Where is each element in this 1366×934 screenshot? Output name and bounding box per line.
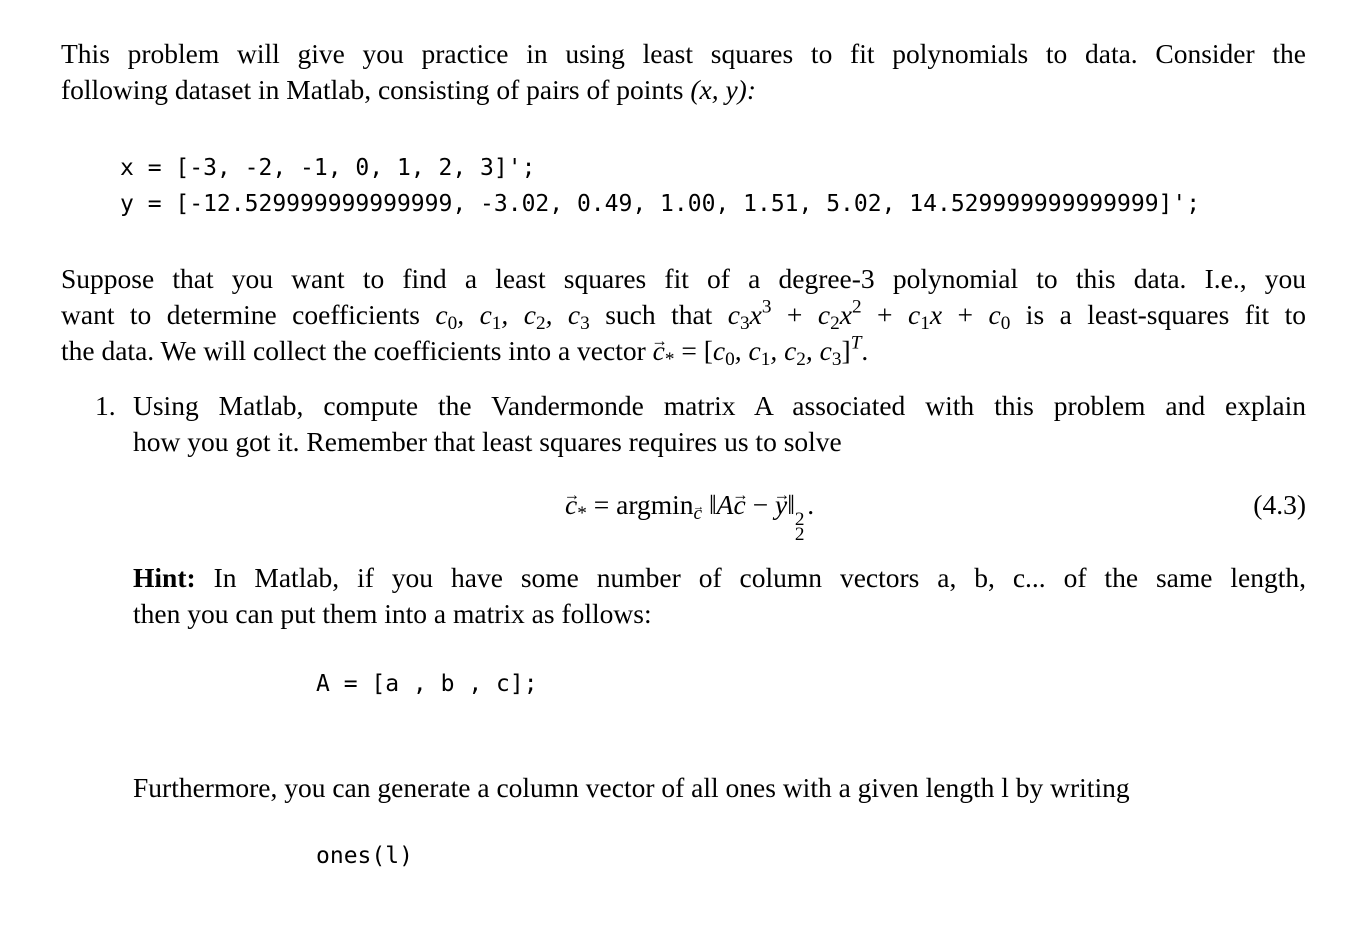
hint-line-2: then you can put them into a matrix as follows:	[133, 598, 652, 629]
suppose-line-3	[61, 333, 1306, 369]
argmin-label: argmin	[616, 489, 694, 520]
furthermore-line: Furthermore, you can generate a column vector of all ones with a given length l by writing	[133, 772, 1130, 803]
suppose-line-2b: such that	[589, 299, 728, 330]
suppose-line-1: Suppose that you want to find a least squares fit of a degree-3 polynomial to this data. I.e., you	[61, 263, 1306, 294]
intro-line-2-math: (x, y):	[690, 74, 756, 105]
equation-number: (4.3)	[1253, 489, 1306, 520]
hint-line-1	[133, 560, 1306, 596]
hint-code: A = [a , b , c];	[316, 671, 538, 697]
suppose-line-2a: want to determine coefficients	[61, 299, 436, 330]
intro-line-1: This problem will give you practice in using least squares to fit polynomials to data. Consider the	[61, 38, 1306, 69]
code-y-line: y = [-12.529999999999999, -3.02, 0.49, 1.00, 1.51, 5.02, 14.529999999999999]';	[120, 191, 1201, 217]
coefficients-math: $c_0$, $c_1$, $c_2$, $c_3$	[435, 299, 590, 334]
intro-line-2	[61, 72, 1306, 108]
item-1-number: 1.	[95, 390, 116, 421]
intro-line-2-text: following dataset in Matlab, consisting of pairs of points	[61, 74, 691, 105]
hint-label: Hint:	[133, 562, 196, 593]
suppose-line-2	[61, 297, 1306, 333]
least-squares-equation: → $c_* = argmin_c$ ‖A→ c − → y‖ 2 2 .	[565, 487, 814, 523]
suppose-line-2c: is a least-squares fit to	[1010, 299, 1307, 330]
polynomial-math: $c_3x^3 + c_2x^2 + c_1x + c_0$	[727, 296, 1011, 334]
hint-line-1-text: In Matlab, if you have some number of column vectors a, b, c... of the same length,	[195, 562, 1306, 593]
item-1-line-2: how you got it. Remember that least squares requires us to solve	[133, 426, 842, 457]
coefficient-vector-math: → $c_* = [c_0$, $c_1$, $c_2$, $c_3]^T$.	[653, 335, 869, 366]
suppose-line-3a: the data. We will collect the coefficients into a vector	[61, 335, 653, 366]
code-x-line: x = [-3, -2, -1, 0, 1, 2, 3]';	[120, 155, 536, 181]
ones-code: ones(l)	[316, 843, 413, 869]
item-1-line-1: Using Matlab, compute the Vandermonde matrix A associated with this problem and explain	[133, 390, 1306, 421]
